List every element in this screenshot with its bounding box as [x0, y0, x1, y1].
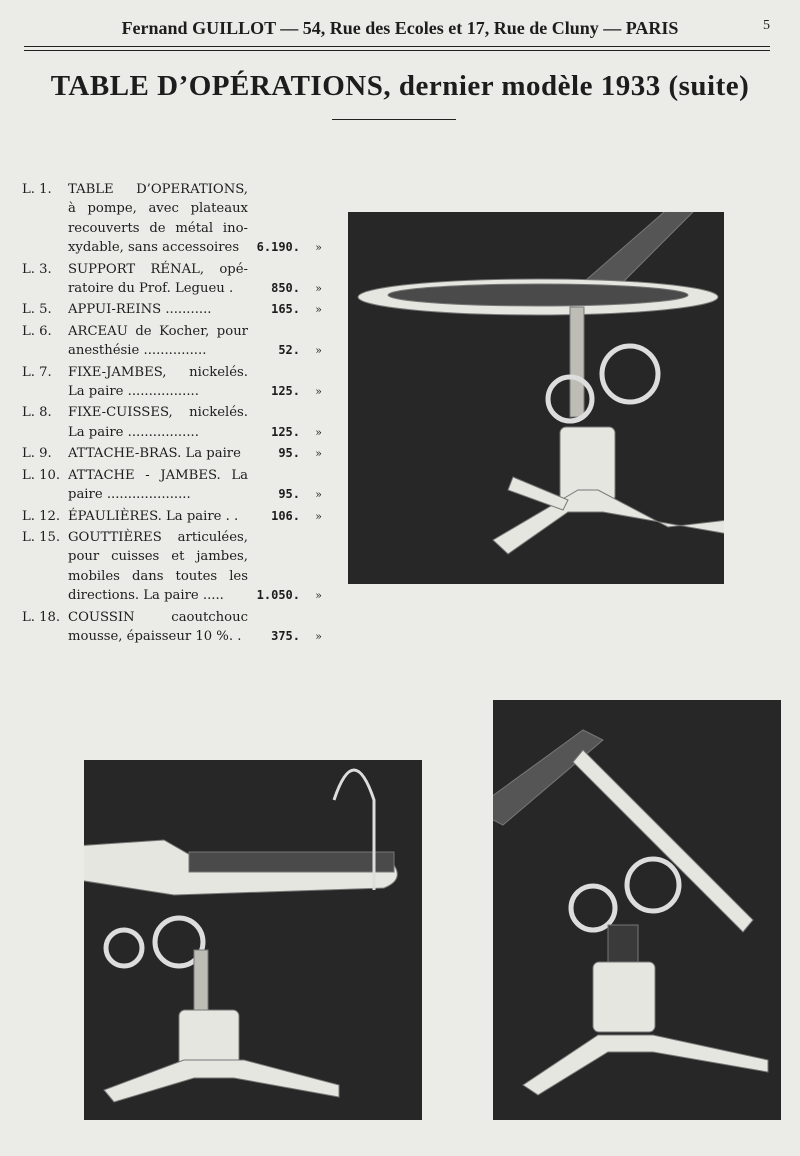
- item-price: 850.: [271, 281, 300, 296]
- price-list-item: [22, 260, 328, 299]
- item-code: L. 18.: [22, 609, 61, 625]
- item-price: 52.: [278, 343, 300, 358]
- item-price: 165.: [271, 302, 300, 317]
- item-description-line: pour cuisses et jambes,: [68, 549, 248, 565]
- item-price: 6.190.: [256, 240, 300, 255]
- item-description-line: recouverts de métal ino-: [68, 220, 248, 236]
- item-price: 1.050.: [256, 588, 300, 603]
- item-price: 95.: [278, 446, 300, 461]
- item-description-line: FIXE-CUISSES, nickelés.: [68, 405, 248, 421]
- item-description-line: ATTACHE-BRAS. La paire: [68, 446, 241, 462]
- operating-table-photo-accessories: [84, 760, 422, 1120]
- item-price-mark: »: [315, 509, 322, 523]
- item-price-mark: »: [315, 447, 322, 461]
- item-code: L. 1.: [22, 182, 52, 197]
- item-description-line: mousse, épaisseur 10 %. .: [68, 628, 242, 644]
- item-code: L. 12.: [22, 508, 61, 524]
- item-price: 125.: [271, 424, 300, 439]
- item-description-line: anesthésie ...............: [68, 343, 207, 359]
- item-description-line: ARCEAU de Kocher, pour: [68, 323, 248, 339]
- item-code: L. 5.: [22, 302, 52, 318]
- item-description: [68, 507, 248, 526]
- item-code: L. 6.: [22, 323, 52, 339]
- item-description-line: FIXE-JAMBES, nickelés.: [68, 364, 248, 380]
- price-list-item: [22, 507, 328, 526]
- item-description-line: à pompe, avec plateaux: [68, 201, 248, 217]
- item-description-line: TABLE D’OPERATIONS,: [68, 182, 248, 197]
- item-code: L. 15.: [22, 529, 61, 545]
- page-header: Fernand GUILLOT — 54, Rue des Ecoles et 17, Rue de Cluny — PARIS: [121, 18, 679, 38]
- item-price-mark: »: [315, 241, 322, 255]
- item-price-mark: »: [315, 488, 322, 502]
- price-list: [22, 180, 328, 648]
- price-list-item: [22, 322, 328, 361]
- item-description-line: ATTACHE - JAMBES. La: [68, 467, 248, 483]
- item-description: [68, 403, 248, 442]
- item-price-mark: »: [315, 303, 322, 317]
- item-description-line: ratoire du Prof. Legueu .: [68, 281, 234, 297]
- item-price: 375.: [271, 628, 300, 643]
- header-rule-thin: [24, 50, 770, 51]
- item-description: [68, 260, 248, 299]
- item-description-line: mobiles dans toutes les: [68, 568, 248, 584]
- item-description-line: ÉPAULIÈRES. La paire . .: [68, 508, 239, 524]
- item-description-line: La paire .................: [68, 384, 199, 400]
- price-list-item: [22, 608, 328, 647]
- item-description: [68, 322, 248, 361]
- item-description-line: COUSSIN caoutchouc: [68, 609, 248, 625]
- item-price-mark: »: [315, 425, 322, 439]
- price-list-item: [22, 528, 328, 606]
- item-code: L. 10.: [22, 467, 61, 483]
- item-code: L. 7.: [22, 364, 52, 380]
- item-code: L. 9.: [22, 446, 52, 462]
- header-rule: [24, 46, 770, 47]
- price-list-item: [22, 444, 328, 463]
- item-code: L. 3.: [22, 261, 52, 277]
- item-description-line: paire ....................: [68, 487, 191, 503]
- item-price: 125.: [271, 384, 300, 399]
- title-underline: [332, 119, 456, 120]
- item-description: [68, 444, 248, 463]
- item-code: L. 8.: [22, 405, 52, 421]
- item-price-mark: »: [315, 385, 322, 399]
- item-description-line: La paire .................: [68, 424, 199, 440]
- item-description: [68, 608, 248, 647]
- page-title: TABLE D’OPÉRATIONS, dernier modèle 1933 (suite): [50, 70, 750, 102]
- price-list-item: [22, 466, 328, 505]
- item-description: [68, 363, 248, 402]
- item-description-line: GOUTTIÈRES articulées,: [68, 529, 248, 545]
- price-list-item: [22, 300, 328, 319]
- item-description-line: APPUI-REINS ...........: [68, 302, 212, 318]
- operating-table-photo: [348, 212, 724, 584]
- price-list-item: [22, 363, 328, 402]
- item-description-line: SUPPORT RÉNAL, opé-: [68, 261, 248, 277]
- price-list-item: [22, 403, 328, 442]
- item-description-line: directions. La paire .....: [68, 588, 224, 604]
- item-description: [68, 466, 248, 505]
- item-price: 106.: [271, 508, 300, 523]
- item-price-mark: »: [315, 629, 322, 643]
- item-description: [68, 300, 248, 319]
- item-price-mark: »: [315, 589, 322, 603]
- item-price-mark: »: [315, 282, 322, 296]
- item-description: [68, 180, 248, 258]
- item-price-mark: »: [315, 344, 322, 358]
- item-description: [68, 528, 248, 606]
- item-description-line: xydable, sans accessoires: [68, 240, 240, 256]
- price-list-item: [22, 180, 328, 258]
- item-price: 95.: [278, 487, 300, 502]
- page-number: 5: [763, 18, 770, 33]
- operating-table-photo-tilted: [493, 700, 781, 1120]
